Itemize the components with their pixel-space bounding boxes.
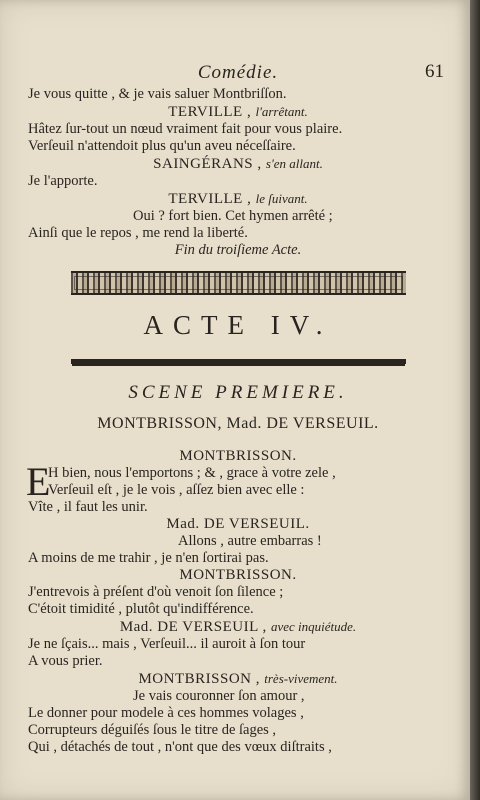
verse-line: Corrupteurs déguiſés ſous le titre de ſages , bbox=[28, 722, 277, 738]
stage-direction: s'en allant. bbox=[265, 156, 323, 171]
speaker-terville bbox=[28, 190, 448, 208]
stage-direction: avec inquiétude. bbox=[270, 619, 357, 634]
verse-line: Ainſi que le repos , me rend la liberté. bbox=[28, 225, 248, 241]
speaker-name: TERVILLE , bbox=[168, 104, 252, 120]
speaker-montbrisson: MONTBRISSON. bbox=[179, 567, 297, 583]
speaker-terville bbox=[28, 103, 448, 121]
speaker-name: SAINGÉRANS , bbox=[153, 156, 262, 172]
verse-line: Verſeuil eſt , je le vois , aſſez bien avec elle : bbox=[48, 482, 305, 498]
stage-direction: très-vivement. bbox=[264, 671, 338, 686]
speaker-montbrisson: MONTBRISSON. bbox=[179, 448, 297, 464]
verse-line: Le donner pour modele à ces hommes volages , bbox=[28, 705, 304, 721]
verse-line: Verſeuil n'attendoit plus qu'un aveu néceſſaire. bbox=[28, 138, 296, 154]
verse-line: Je vais couronner ſon amour , bbox=[133, 688, 305, 704]
speaker-saingerans bbox=[28, 155, 448, 173]
speaker-montbrisson bbox=[28, 670, 448, 688]
speaker-name: MONTBRISSON , bbox=[138, 671, 260, 687]
verse-line: Qui , détachés de tout , n'ont que des vœux diſtraits , bbox=[28, 739, 332, 755]
verse-line: Oui ? fort bien. Cet hymen arrêté ; bbox=[133, 208, 333, 224]
verse-line: C'étoit timidité , plutôt qu'indifférence. bbox=[28, 601, 254, 617]
speaker-verseuil bbox=[28, 618, 448, 636]
speaker-verseuil: Mad. DE VERSEUIL. bbox=[166, 516, 310, 532]
verse-line: Je l'apporte. bbox=[28, 173, 98, 189]
verse-line: Vîte , il faut les unir. bbox=[28, 499, 148, 515]
running-title: Comédie. bbox=[197, 62, 279, 83]
stage-direction: l'arrêtant. bbox=[255, 104, 308, 119]
running-header bbox=[28, 60, 448, 86]
stage-direction: le ſuivant. bbox=[255, 191, 308, 206]
verse-line: A moins de me trahir , je n'en ſortirai pas. bbox=[28, 550, 269, 566]
speaker-name: Mad. DE VERSEUIL , bbox=[119, 619, 267, 635]
page-text bbox=[28, 60, 448, 756]
act-end-note: Fin du troiſieme Acte. bbox=[174, 242, 302, 258]
spacer bbox=[28, 432, 448, 448]
verse-text: H bien, nous l'emportons ; & , grace à votre zele , bbox=[48, 465, 336, 481]
verse-line: Je ne ſçais... mais , Verſeuil... il auroit à ſon tour bbox=[28, 636, 306, 652]
verse-line: J'entrevois à préſent d'où venoit ſon ſilence ; bbox=[28, 584, 284, 600]
verse-line: Allons , autre embarras ! bbox=[178, 533, 322, 549]
scene-cast: MONTBRISSON, Mad. DE VERSEUIL. bbox=[97, 415, 379, 432]
speaker-name: TERVILLE , bbox=[168, 191, 252, 207]
page-edge bbox=[470, 0, 480, 800]
double-rule bbox=[71, 359, 406, 364]
act-heading: ACTE IV. bbox=[143, 310, 333, 340]
verse-line: Hâtez ſur-tout un nœud vraiment fait pour vous plaire. bbox=[28, 121, 343, 137]
ornamental-band bbox=[71, 271, 406, 295]
verse-line: A vous prier. bbox=[28, 653, 103, 669]
page-number: 61 bbox=[425, 61, 444, 82]
verse-line: Je vous quitte , & je vais saluer Montbriſſon. bbox=[28, 86, 287, 102]
drop-cap: E bbox=[26, 459, 51, 504]
scene-heading: SCENE PREMIERE. bbox=[128, 382, 348, 403]
